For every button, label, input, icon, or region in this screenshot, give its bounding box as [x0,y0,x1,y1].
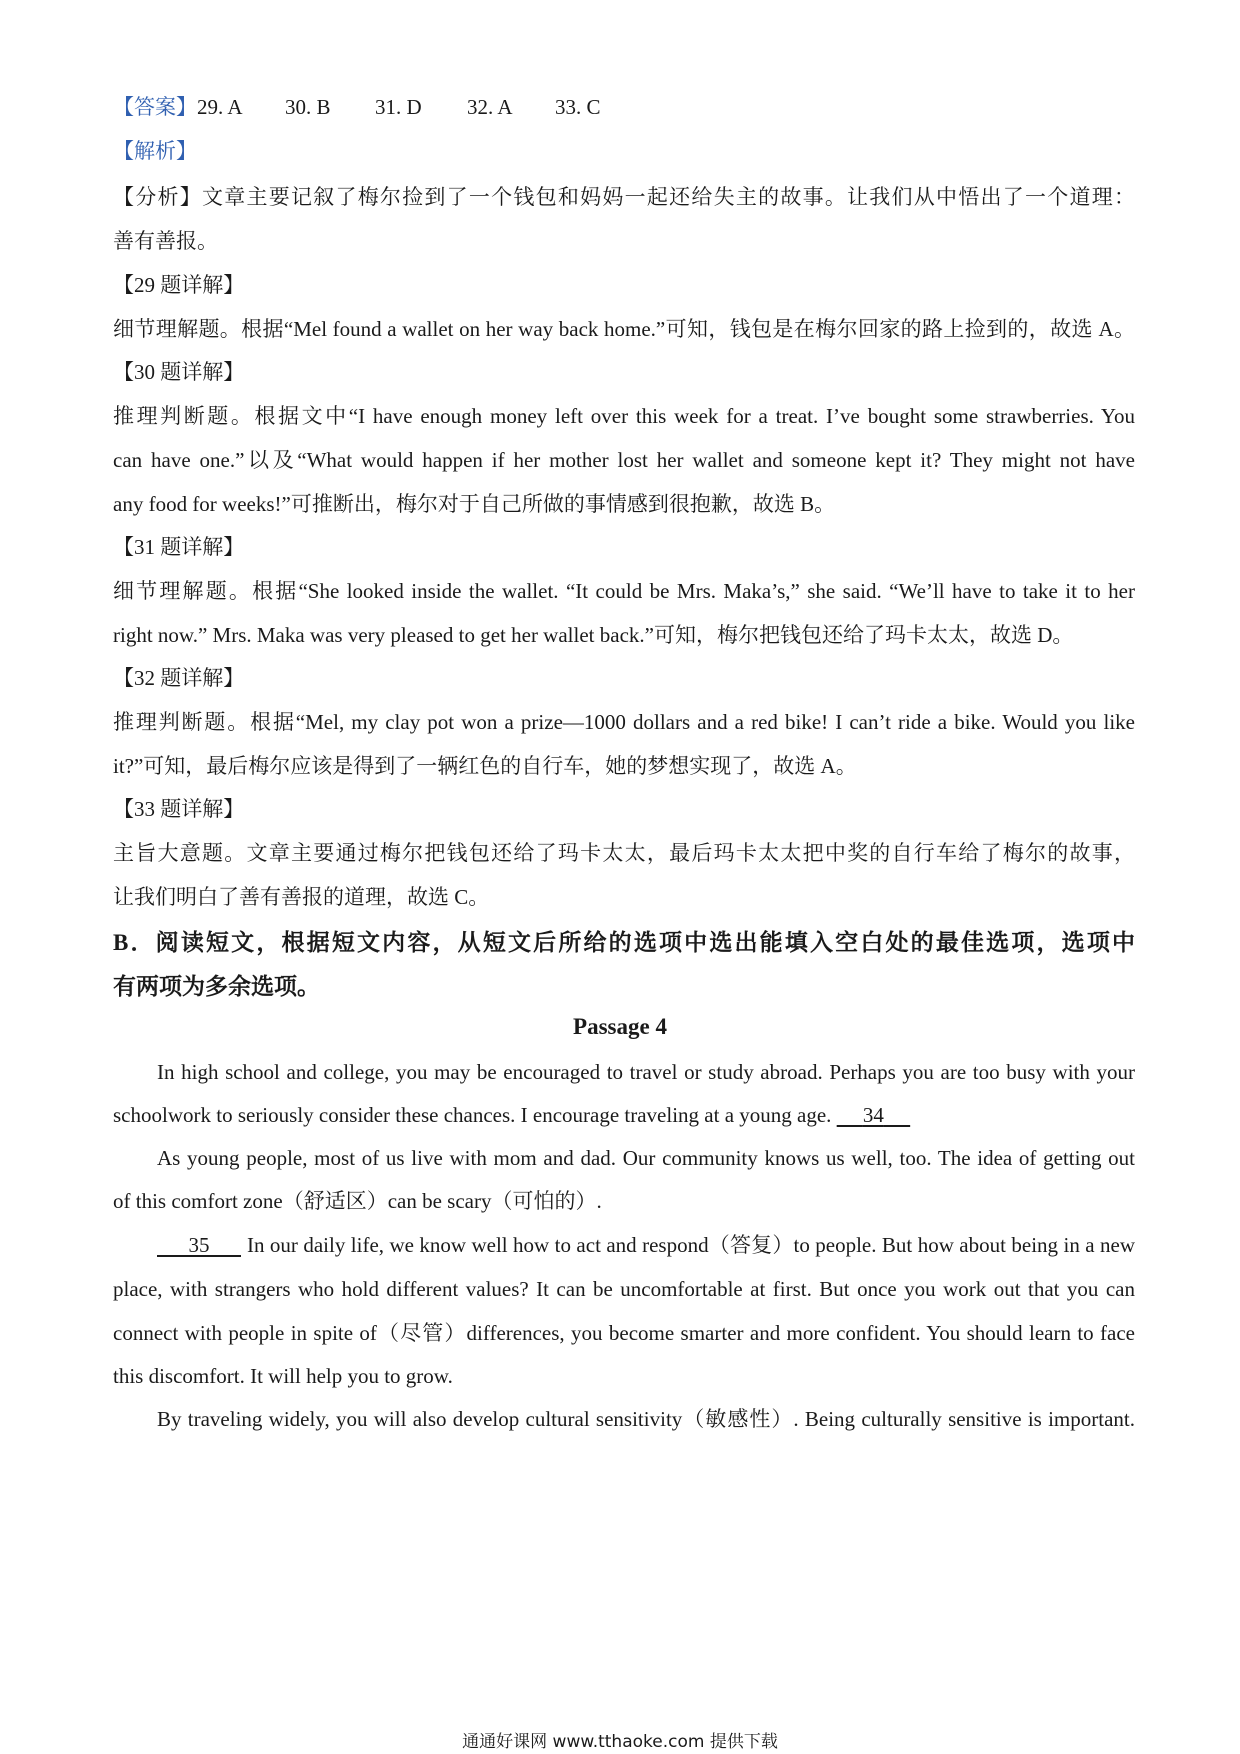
answer-line [113,92,1135,122]
q33-text: 主旨大意题。文章主要通过梅尔把钱包还给了玛卡太太，最后玛卡太太把中奖的自行车给了梅尔的故事， [113,841,1135,865]
answer-item: 30. B [285,95,331,119]
passage-text [113,1100,1135,1130]
q29-heading: 【29 题详解】 [113,273,245,297]
blank-number: 35 [188,1233,210,1257]
passage-text: connect with people in spite of（尽管）differences, you become smarter and more confident. You should learn to face [113,1321,1135,1345]
summary-line: 【分析】文章主要记叙了梅尔捡到了一个钱包和妈妈一起还给失主的故事。让我们从中悟出了一个道理： [113,185,1135,209]
q31-text: 细节理解题。根据“She looked inside the wallet. “It could be Mrs. Maka’s,” she said. “We’ll have to take it to her [113,579,1135,603]
passage-title: Passage 4 [573,1014,667,1039]
answer-item: 31. D [375,95,422,119]
passage-text: of this comfort zone（舒适区）can be scary（可怕的）. [113,1189,602,1213]
footer-watermark: 通通好课网 www.tthaoke.com 提供下载 [462,1732,778,1752]
answer-item: 33. C [555,95,601,119]
blank-34 [837,1100,911,1130]
q31-heading: 【31 题详解】 [113,535,245,559]
q30-heading: 【30 题详解】 [113,360,245,384]
answer-item: 29. A [197,95,243,119]
passage-text: In high school and college, you may be encouraged to travel or study abroad. Perhaps you are too busy with your [157,1060,1135,1084]
summary-line: 善有善报。 [113,229,218,253]
passage-text: place, with strangers who hold different values? It can be uncomfortable at first. But once you work out that you can [113,1277,1135,1301]
analysis-label: 【解析】 [113,139,197,163]
passage-text: By traveling widely, you will also develop cultural sensitivity（敏感性）. Being culturally sensitive is important. [157,1407,1135,1431]
q31-text: right now.” Mrs. Maka was very pleased to get her wallet back.”可知，梅尔把钱包还给了玛卡太太，故选 D。 [113,623,1074,647]
passage-text-fragment: In our daily life, we know well how to act and respond（答复）to people. But how about being in a new [247,1233,1135,1257]
blank-number: 34 [862,1103,884,1127]
blank-35 [157,1230,241,1260]
q32-heading: 【32 题详解】 [113,666,245,690]
answer-label: 【答案】 [113,95,197,119]
q33-heading: 【33 题详解】 [113,797,245,821]
q30-text: any food for weeks!”可推断出，梅尔对于自己所做的事情感到很抱歉，故选 B。 [113,492,836,516]
passage-text [157,1230,1135,1260]
passage-text: As young people, most of us live with mom and dad. Our community knows us well, too. The idea of getting out [157,1146,1135,1170]
q30-text: 推理判断题。根据文中“I have enough money left over this week for a treat. I’ve bought some strawberries. You [113,404,1135,428]
q33-text: 让我们明白了善有善报的道理，故选 C。 [113,885,490,909]
section-b-instruction: B．阅读短文，根据短文内容，从短文后所给的选项中选出能填入空白处的最佳选项，选项中 [113,930,1135,955]
answer-item: 32. A [467,95,513,119]
q32-text: it?”可知，最后梅尔应该是得到了一辆红色的自行车，她的梦想实现了，故选 A。 [113,754,857,778]
section-b-instruction: 有两项为多余选项。 [113,974,320,999]
passage-text: this discomfort. It will help you to grow. [113,1364,453,1388]
q29-text: 细节理解题。根据“Mel found a wallet on her way back home.”可知，钱包是在梅尔回家的路上捡到的，故选 A。 [113,317,1135,341]
q32-text: 推理判断题。根据“Mel, my clay pot won a prize—1000 dollars and a red bike! I can’t ride a bike. Would you like [113,710,1135,734]
passage-text-fragment: schoolwork to seriously consider these chances. I encourage traveling at a young age. [113,1103,832,1127]
q30-text: can have one.”以及“What would happen if her mother lost her wallet and someone kept it? They might not have [113,448,1135,472]
